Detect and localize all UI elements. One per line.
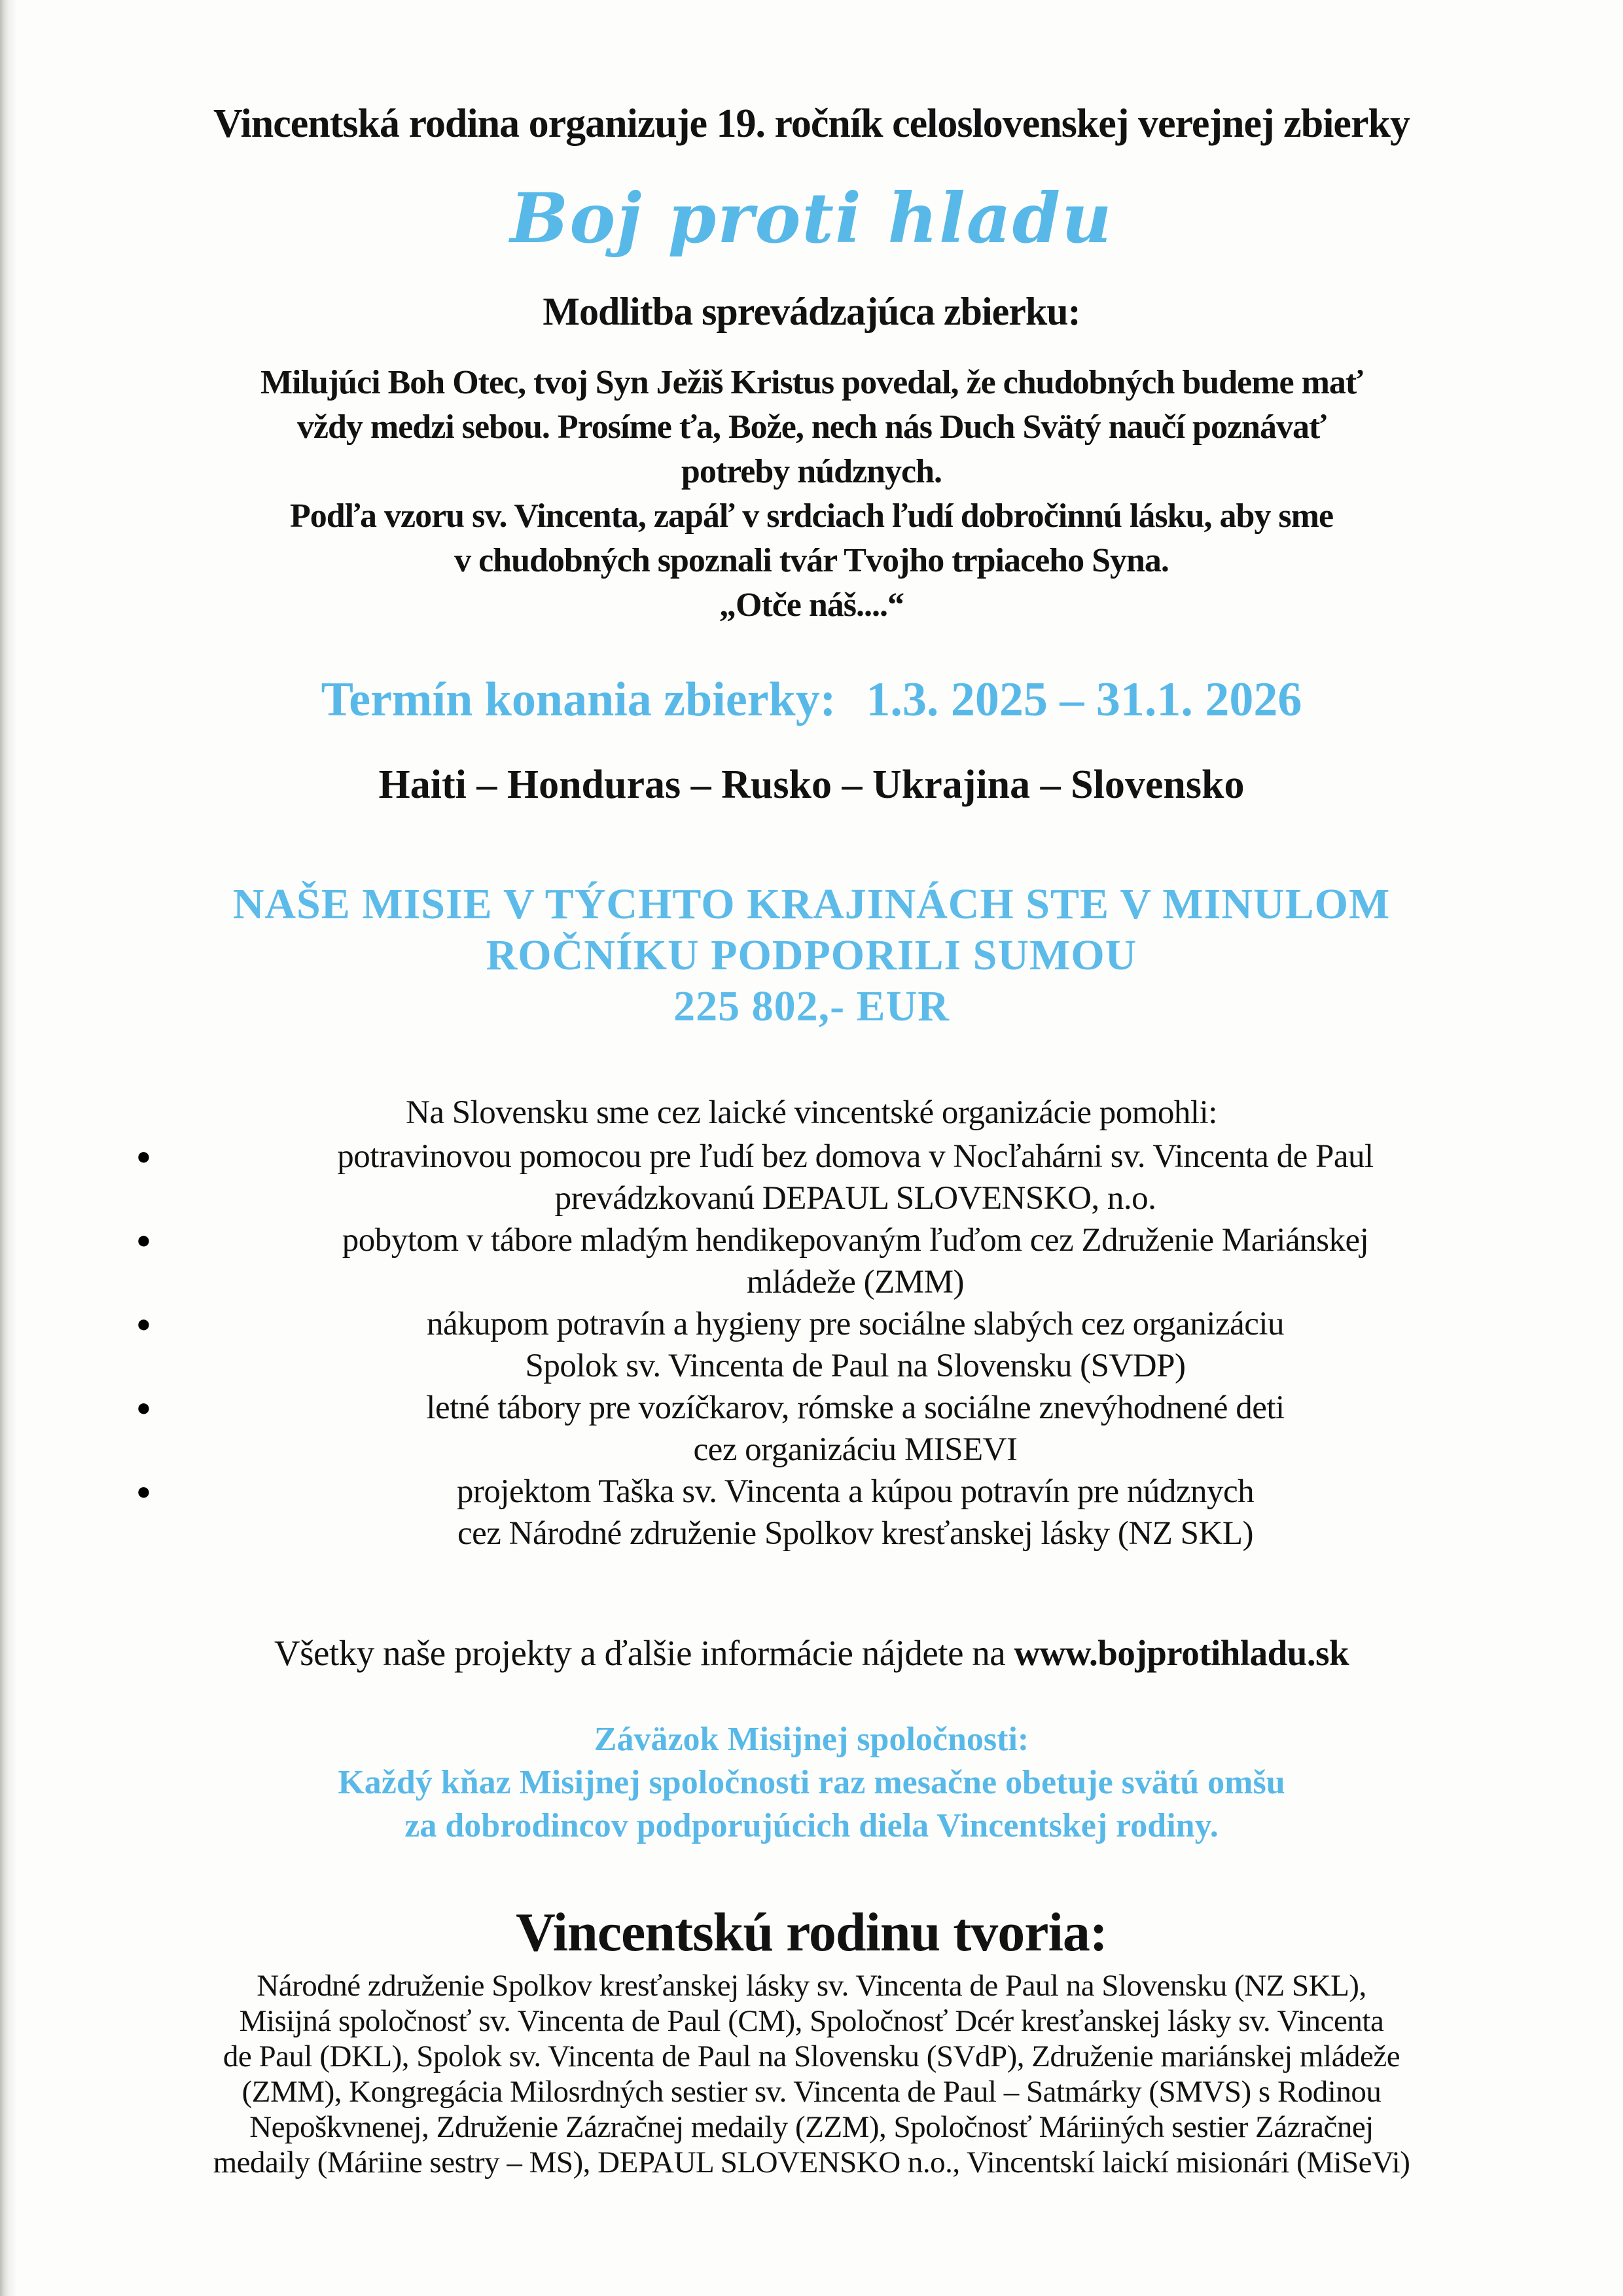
family-paragraph (85, 1968, 1538, 2180)
campaign-title: Boj proti hladu (510, 177, 1113, 259)
help-item (85, 1219, 1538, 1303)
prayer-line: potreby núdznych. (681, 452, 942, 490)
commitment-lines (85, 1761, 1538, 1848)
help-item-line: prevádzkovanú DEPAUL SLOVENSKO, n.o. (554, 1179, 1156, 1217)
bullet-icon: ● (136, 1310, 151, 1338)
help-item-line: pobytom v tábore mladým hendikepovaným ľuďom cez Združenie Mariánskej (342, 1221, 1369, 1259)
family-paragraph-line: Misijná spoločnosť sv. Vincenta de Paul (CM), Spoločnosť Dcér kresťanskej lásky sv. Vincenta (239, 2003, 1384, 2038)
support-sum-line: NAŠE MISIE V TÝCHTO KRAJINÁCH STE V MINULOM (232, 880, 1391, 928)
prayer-heading: Modlitba sprevádzajúca zbierku: (543, 289, 1080, 333)
support-sum-line: 225 802,- EUR (673, 982, 950, 1030)
top-heading: Vincentská rodina organizuje 19. ročník celoslovenskej verejnej zbierky (213, 101, 1410, 146)
help-item-line: Spolok sv. Vincenta de Paul na Slovensku (SVDP) (525, 1347, 1186, 1384)
prayer-text (85, 361, 1538, 628)
family-paragraph-line: medaily (Máriine sestry – MS), DEPAUL SLOVENSKO n.o., Vincentskí laickí misionári (MiSeVi) (213, 2145, 1410, 2179)
help-item-text (173, 1219, 1538, 1303)
website-line-prefix: Všetky naše projekty a ďalšie informácie nájdete na (274, 1632, 1014, 1673)
family-paragraph-line: Národné združenie Spolkov kresťanskej lásky sv. Vincenta de Paul na Slovensku (NZ SKL), (257, 1968, 1366, 2003)
help-item-text (173, 1471, 1538, 1554)
prayer-line: vždy medzi sebou. Prosíme ťa, Bože, nech nás Duch Svätý naučí poznávať (296, 408, 1327, 446)
help-item-text (173, 1136, 1538, 1219)
help-item-line: potravinovou pomocou pre ľudí bez domova v Nocľahárni sv. Vincenta de Paul (337, 1138, 1374, 1175)
bullet-icon: ● (136, 1393, 151, 1422)
commitment-line: Každý kňaz Misijnej spoločnosti raz mesačne obetuje svätú omšu (338, 1763, 1285, 1801)
help-intro: Na Slovensku sme cez laické vincentské organizácie pomohli: (406, 1094, 1217, 1131)
commitment-line: za dobrodincov podporujúcich diela Vincentskej rodiny. (404, 1806, 1219, 1844)
prayer-line: v chudobných spoznali tvár Tvojho trpiaceho Syna. (454, 541, 1169, 579)
bullet-icon: ● (136, 1226, 151, 1254)
collection-period-label: Termín konania zbierky: (321, 672, 836, 726)
help-item (85, 1471, 1538, 1554)
family-paragraph-line: Nepoškvnenej, Združenie Zázračnej medaily (ZZM), Spoločnosť Máriiných sestier Zázračnej (249, 2109, 1374, 2144)
prayer-line: „Otče náš....“ (719, 586, 904, 624)
family-paragraph-line: de Paul (DKL), Spolok sv. Vincenta de Paul na Slovensku (SVdP), Združenie mariánskej mládeže (223, 2039, 1400, 2073)
help-item (85, 1303, 1538, 1387)
help-item-line: cez Národné združenie Spolkov kresťanskej lásky (NZ SKL) (457, 1515, 1253, 1552)
help-item-text (173, 1387, 1538, 1471)
commitment-note (85, 1718, 1538, 1848)
help-item-line: nákupom potravín a hygieny pre sociálne slabých cez organizáciu (426, 1305, 1285, 1342)
help-item-line: letné tábory pre vozíčkarov, rómske a sociálne znevýhodnené deti (426, 1389, 1285, 1426)
prayer-line: Podľa vzoru sv. Vincenta, zapáľ v srdciach ľudí dobročinnú lásku, aby sme (289, 497, 1334, 535)
help-item-text (173, 1303, 1538, 1387)
bullet-icon: ● (136, 1477, 151, 1505)
help-item-line: mládeže (ZMM) (747, 1263, 964, 1300)
help-list (85, 1136, 1538, 1554)
website-url: www.bojprotihladu.sk (1014, 1632, 1349, 1673)
support-sum-line: ROČNÍKU PODPORILI SUMOU (486, 931, 1137, 979)
family-heading: Vincentskú rodinu tvoria: (516, 1901, 1107, 1963)
support-sum-note (85, 879, 1538, 1032)
website-line (85, 1633, 1538, 1674)
commitment-heading: Záväzok Misijnej spoločnosti: (594, 1720, 1029, 1758)
help-item-line: projektom Taška sv. Vincenta a kúpou potravín pre núdznych (456, 1473, 1255, 1510)
help-item (85, 1136, 1538, 1219)
prayer-line: Milujúci Boh Otec, tvoj Syn Ježiš Kristus povedal, že chudobných budeme mať (260, 363, 1363, 401)
collection-period-dates: 1.3. 2025 – 31.1. 2026 (866, 672, 1302, 726)
collection-period (85, 673, 1538, 726)
scan-edge-artifact (0, 0, 17, 2296)
bullet-icon: ● (136, 1142, 151, 1170)
help-item (85, 1387, 1538, 1471)
help-item-line: cez organizáciu MISEVI (693, 1431, 1018, 1468)
countries-line: Haiti – Honduras – Rusko – Ukrajina – Slovensko (378, 762, 1245, 807)
family-paragraph-line: (ZMM), Kongregácia Milosrdných sestier sv. Vincenta de Paul – Satmárky (SMVS) s Rodinou (241, 2074, 1382, 2109)
